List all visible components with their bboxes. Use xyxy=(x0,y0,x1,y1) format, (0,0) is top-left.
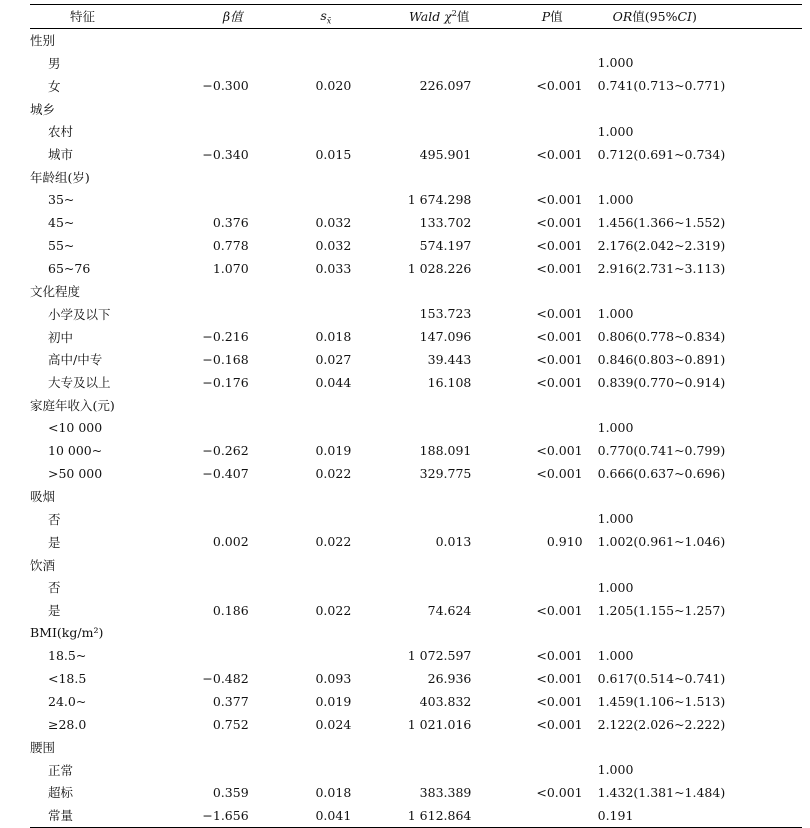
beta-cell: −0.407 xyxy=(202,465,249,481)
or-cell: 2.176(2.042~2.319) xyxy=(597,237,726,253)
table-row xyxy=(30,508,802,531)
beta-cell: 0.778 xyxy=(212,237,249,253)
table-row xyxy=(30,667,802,690)
beta-cell: −0.262 xyxy=(202,443,249,459)
wald-cell xyxy=(351,166,471,189)
or-cell: 1.000 xyxy=(597,55,634,71)
se-cell: 0.018 xyxy=(315,329,352,345)
row-label: 否 xyxy=(48,511,61,527)
p-cell: <0.001 xyxy=(536,602,583,618)
header-se: $s_{x̄}$ xyxy=(320,7,332,26)
p-cell: <0.001 xyxy=(536,693,583,709)
or-cell: 1.000 xyxy=(597,579,634,595)
p-cell xyxy=(471,97,582,120)
row-label: 女 xyxy=(48,78,61,94)
beta-cell: 1.070 xyxy=(212,260,249,276)
se-cell xyxy=(249,485,352,508)
p-cell: <0.001 xyxy=(536,374,583,390)
or-cell: 0.839(0.770~0.914) xyxy=(597,374,726,390)
se-cell: 0.022 xyxy=(315,465,352,481)
se-cell: 0.033 xyxy=(315,260,352,276)
beta-cell xyxy=(179,166,249,189)
beta-cell xyxy=(179,97,249,120)
beta-cell: 0.002 xyxy=(212,534,249,550)
group-row xyxy=(30,736,802,759)
table-row xyxy=(30,530,802,553)
table-row xyxy=(30,416,802,439)
wald-cell: 74.624 xyxy=(427,602,472,618)
or-cell: 1.432(1.381~1.484) xyxy=(597,784,726,800)
p-cell: <0.001 xyxy=(536,465,583,481)
se-cell xyxy=(249,416,352,439)
beta-cell: 0.359 xyxy=(212,784,249,800)
se-cell xyxy=(249,28,352,51)
row-label: 24.0~ xyxy=(48,693,87,709)
table-header-row xyxy=(30,5,802,29)
se-cell: 0.015 xyxy=(315,146,352,162)
row-label: 城市 xyxy=(48,147,74,163)
p-cell: <0.001 xyxy=(536,78,583,94)
wald-cell xyxy=(351,485,471,508)
row-label: ≥28.0 xyxy=(48,716,87,732)
or-cell: 0.666(0.637~0.696) xyxy=(597,465,726,481)
regression-table xyxy=(30,4,802,828)
p-cell xyxy=(471,758,582,781)
beta-cell xyxy=(179,302,249,325)
se-cell xyxy=(249,166,352,189)
table-row xyxy=(30,74,802,97)
table-row xyxy=(30,462,802,485)
wald-cell: 26.936 xyxy=(427,671,472,686)
row-label: 45~ xyxy=(48,215,75,231)
row-label: 城乡 xyxy=(30,101,56,117)
beta-cell: −0.340 xyxy=(202,146,249,162)
row-label: 农村 xyxy=(48,124,74,140)
p-cell xyxy=(471,736,582,759)
se-cell: 0.044 xyxy=(315,374,352,390)
beta-cell xyxy=(179,576,249,599)
beta-cell: −0.176 xyxy=(202,374,249,390)
row-label: 55~ xyxy=(48,237,75,253)
se-cell: 0.022 xyxy=(315,602,352,618)
row-label: 高中/中专 xyxy=(48,352,103,368)
wald-cell xyxy=(351,508,471,531)
p-cell xyxy=(471,622,582,645)
wald-cell: 226.097 xyxy=(419,78,472,94)
or-cell xyxy=(583,622,802,645)
p-cell: <0.001 xyxy=(536,237,583,253)
table-body xyxy=(30,28,802,827)
row-label: 是 xyxy=(48,603,61,619)
beta-cell xyxy=(179,622,249,645)
se-cell xyxy=(249,576,352,599)
beta-cell xyxy=(179,394,249,417)
beta-cell xyxy=(179,416,249,439)
p-cell xyxy=(471,280,582,303)
beta-cell xyxy=(179,758,249,781)
table-row xyxy=(30,758,802,781)
se-cell xyxy=(249,120,352,143)
or-cell: 1.000 xyxy=(597,306,634,322)
p-cell xyxy=(471,553,582,576)
wald-cell xyxy=(351,553,471,576)
row-label: 性别 xyxy=(30,33,56,49)
wald-cell: 147.096 xyxy=(419,329,472,345)
p-cell xyxy=(471,52,582,75)
row-label: 正常 xyxy=(48,762,74,778)
p-cell: <0.001 xyxy=(536,443,583,459)
table-row xyxy=(30,143,802,166)
wald-cell xyxy=(351,622,471,645)
row-label: 饮酒 xyxy=(30,557,56,573)
se-cell: 0.020 xyxy=(315,78,352,94)
or-cell xyxy=(583,280,802,303)
or-cell xyxy=(583,485,802,508)
beta-cell: −1.656 xyxy=(202,807,249,823)
p-cell xyxy=(471,394,582,417)
beta-cell: −0.300 xyxy=(202,78,249,94)
se-cell xyxy=(249,553,352,576)
or-cell: 1.000 xyxy=(597,420,634,436)
group-row xyxy=(30,97,802,120)
or-cell xyxy=(583,553,802,576)
beta-cell: −0.482 xyxy=(202,671,249,686)
or-cell: 1.456(1.366~1.552) xyxy=(597,215,726,231)
wald-cell: 133.702 xyxy=(419,215,472,231)
or-cell: 1.000 xyxy=(597,648,634,664)
table-row xyxy=(30,302,802,325)
beta-cell xyxy=(179,553,249,576)
row-label: 家庭年收入(元) xyxy=(30,397,115,413)
p-cell xyxy=(471,485,582,508)
row-label: 吸烟 xyxy=(30,489,56,505)
or-cell: 1.205(1.155~1.257) xyxy=(597,602,726,618)
group-row xyxy=(30,553,802,576)
table-row xyxy=(30,120,802,143)
se-cell: 0.032 xyxy=(315,215,352,231)
p-cell: <0.001 xyxy=(536,215,583,231)
or-cell: 1.000 xyxy=(597,511,634,527)
p-cell: <0.001 xyxy=(536,329,583,345)
row-label: 初中 xyxy=(48,329,74,345)
se-cell: 0.018 xyxy=(315,784,352,800)
row-label: >50 000 xyxy=(48,465,103,481)
row-label: 年龄组(岁) xyxy=(30,169,90,185)
wald-cell xyxy=(351,736,471,759)
table-row xyxy=(30,211,802,234)
or-cell xyxy=(583,736,802,759)
or-cell: 1.000 xyxy=(597,123,634,139)
group-row xyxy=(30,28,802,51)
se-cell xyxy=(249,280,352,303)
wald-cell xyxy=(351,416,471,439)
wald-cell xyxy=(351,394,471,417)
or-cell: 1.000 xyxy=(597,762,634,778)
se-cell xyxy=(249,644,352,667)
row-label: 超标 xyxy=(48,785,74,801)
se-cell xyxy=(249,394,352,417)
row-label: 大专及以上 xyxy=(48,375,111,391)
or-cell xyxy=(583,166,802,189)
se-cell xyxy=(249,97,352,120)
table-row xyxy=(30,690,802,713)
se-cell: 0.024 xyxy=(315,716,352,732)
wald-cell: 329.775 xyxy=(419,465,472,481)
p-cell: <0.001 xyxy=(536,671,583,686)
or-cell: 1.000 xyxy=(597,192,634,208)
p-cell xyxy=(471,166,582,189)
or-cell xyxy=(583,394,802,417)
row-label: 文化程度 xyxy=(30,283,81,299)
group-row xyxy=(30,394,802,417)
wald-cell xyxy=(351,576,471,599)
se-cell: 0.032 xyxy=(315,237,352,253)
se-cell: 0.041 xyxy=(315,807,352,823)
beta-cell xyxy=(179,280,249,303)
wald-cell: 39.443 xyxy=(427,351,472,367)
table-row xyxy=(30,257,802,280)
wald-cell: 16.108 xyxy=(427,374,472,390)
row-label: 小学及以下 xyxy=(48,306,111,322)
p-cell: <0.001 xyxy=(536,716,583,732)
se-cell: 0.093 xyxy=(315,671,352,686)
beta-cell xyxy=(179,52,249,75)
table-row xyxy=(30,804,802,827)
wald-cell: 403.832 xyxy=(419,693,472,709)
beta-cell xyxy=(179,188,249,211)
p-cell: <0.001 xyxy=(536,192,583,208)
row-label: 10 000~ xyxy=(48,443,103,459)
table-row xyxy=(30,234,802,257)
or-cell: 1.459(1.106~1.513) xyxy=(597,693,726,709)
header-or: OR值(95%CI) xyxy=(612,9,697,25)
p-cell xyxy=(471,120,582,143)
table-row xyxy=(30,188,802,211)
row-label: 65~76 xyxy=(48,260,91,276)
table-row xyxy=(30,644,802,667)
se-cell: 0.019 xyxy=(315,443,352,459)
p-cell: <0.001 xyxy=(536,784,583,800)
or-cell: 0.770(0.741~0.799) xyxy=(597,443,726,459)
row-label: 是 xyxy=(48,534,61,550)
beta-cell xyxy=(179,28,249,51)
beta-cell: 0.752 xyxy=(212,716,249,732)
beta-cell xyxy=(179,508,249,531)
p-cell xyxy=(471,28,582,51)
table-row xyxy=(30,599,802,622)
group-row xyxy=(30,280,802,303)
beta-cell: −0.216 xyxy=(202,329,249,345)
beta-cell: 0.376 xyxy=(212,215,249,231)
row-label: 男 xyxy=(48,55,61,71)
se-cell: 0.022 xyxy=(315,534,352,550)
wald-cell xyxy=(351,120,471,143)
group-row xyxy=(30,622,802,645)
p-cell: <0.001 xyxy=(536,306,583,322)
beta-cell xyxy=(179,485,249,508)
table-row xyxy=(30,439,802,462)
or-cell: 0.712(0.691~0.734) xyxy=(597,146,726,162)
se-cell xyxy=(249,508,352,531)
or-cell xyxy=(583,97,802,120)
table-row xyxy=(30,348,802,371)
wald-cell: 1 028.226 xyxy=(407,260,472,276)
row-label: BMI(kg/m²) xyxy=(30,625,104,641)
header-wald: Wald $\chi^2$值 xyxy=(408,9,470,25)
row-label: 常量 xyxy=(48,808,74,824)
or-cell xyxy=(583,28,802,51)
table-row xyxy=(30,781,802,804)
wald-cell: 1 674.298 xyxy=(407,192,472,208)
row-label: <18.5 xyxy=(48,671,87,686)
se-cell xyxy=(249,622,352,645)
table-row xyxy=(30,371,802,394)
or-cell: 0.806(0.778~0.834) xyxy=(597,329,726,345)
se-cell: 0.027 xyxy=(315,351,352,367)
wald-cell: 1 612.864 xyxy=(407,807,472,823)
wald-cell xyxy=(351,52,471,75)
se-cell xyxy=(249,52,352,75)
table-row xyxy=(30,576,802,599)
wald-cell xyxy=(351,97,471,120)
p-cell xyxy=(471,576,582,599)
or-cell: 1.002(0.961~1.046) xyxy=(597,534,726,550)
row-label: 18.5~ xyxy=(48,648,87,664)
or-cell: 2.916(2.731~3.113) xyxy=(597,260,726,276)
row-label: 35~ xyxy=(48,192,75,208)
wald-cell xyxy=(351,758,471,781)
or-cell: 0.741(0.713~0.771) xyxy=(597,78,726,94)
wald-cell xyxy=(351,280,471,303)
group-row xyxy=(30,166,802,189)
beta-cell: −0.168 xyxy=(202,351,249,367)
or-cell: 2.122(2.026~2.222) xyxy=(597,716,726,732)
p-cell: <0.001 xyxy=(536,648,583,664)
or-cell: 0.191 xyxy=(597,807,634,823)
beta-cell xyxy=(179,120,249,143)
beta-cell xyxy=(179,644,249,667)
wald-cell xyxy=(351,28,471,51)
header-beta: β值 xyxy=(222,9,243,25)
wald-cell: 0.013 xyxy=(435,534,472,550)
row-label: <10 000 xyxy=(48,420,103,436)
wald-cell: 495.901 xyxy=(419,146,472,162)
p-cell: <0.001 xyxy=(536,146,583,162)
row-label: 否 xyxy=(48,580,61,596)
or-cell: 0.846(0.803~0.891) xyxy=(597,351,726,367)
table-row xyxy=(30,325,802,348)
table-row xyxy=(30,713,802,736)
wald-cell: 188.091 xyxy=(419,443,472,459)
se-cell xyxy=(249,302,352,325)
row-label: 腰围 xyxy=(30,739,56,755)
group-row xyxy=(30,485,802,508)
wald-cell: 1 072.597 xyxy=(407,648,472,664)
p-cell xyxy=(471,416,582,439)
beta-cell xyxy=(179,736,249,759)
wald-cell: 383.389 xyxy=(419,784,472,800)
beta-cell: 0.186 xyxy=(212,602,249,618)
wald-cell: 1 021.016 xyxy=(407,716,472,732)
table-row xyxy=(30,52,802,75)
p-cell: <0.001 xyxy=(536,351,583,367)
se-cell xyxy=(249,736,352,759)
wald-cell: 574.197 xyxy=(419,237,472,253)
p-cell: <0.001 xyxy=(536,260,583,276)
se-cell xyxy=(249,758,352,781)
or-cell: 0.617(0.514~0.741) xyxy=(597,671,726,686)
wald-cell: 153.723 xyxy=(419,306,472,322)
se-cell: 0.019 xyxy=(315,693,352,709)
se-cell xyxy=(249,188,352,211)
header-feature: 特征 xyxy=(70,9,96,25)
p-cell: 0.910 xyxy=(546,534,583,550)
header-p: P值 xyxy=(541,9,563,25)
p-cell xyxy=(471,804,582,827)
beta-cell: 0.377 xyxy=(212,693,249,709)
p-cell xyxy=(471,508,582,531)
